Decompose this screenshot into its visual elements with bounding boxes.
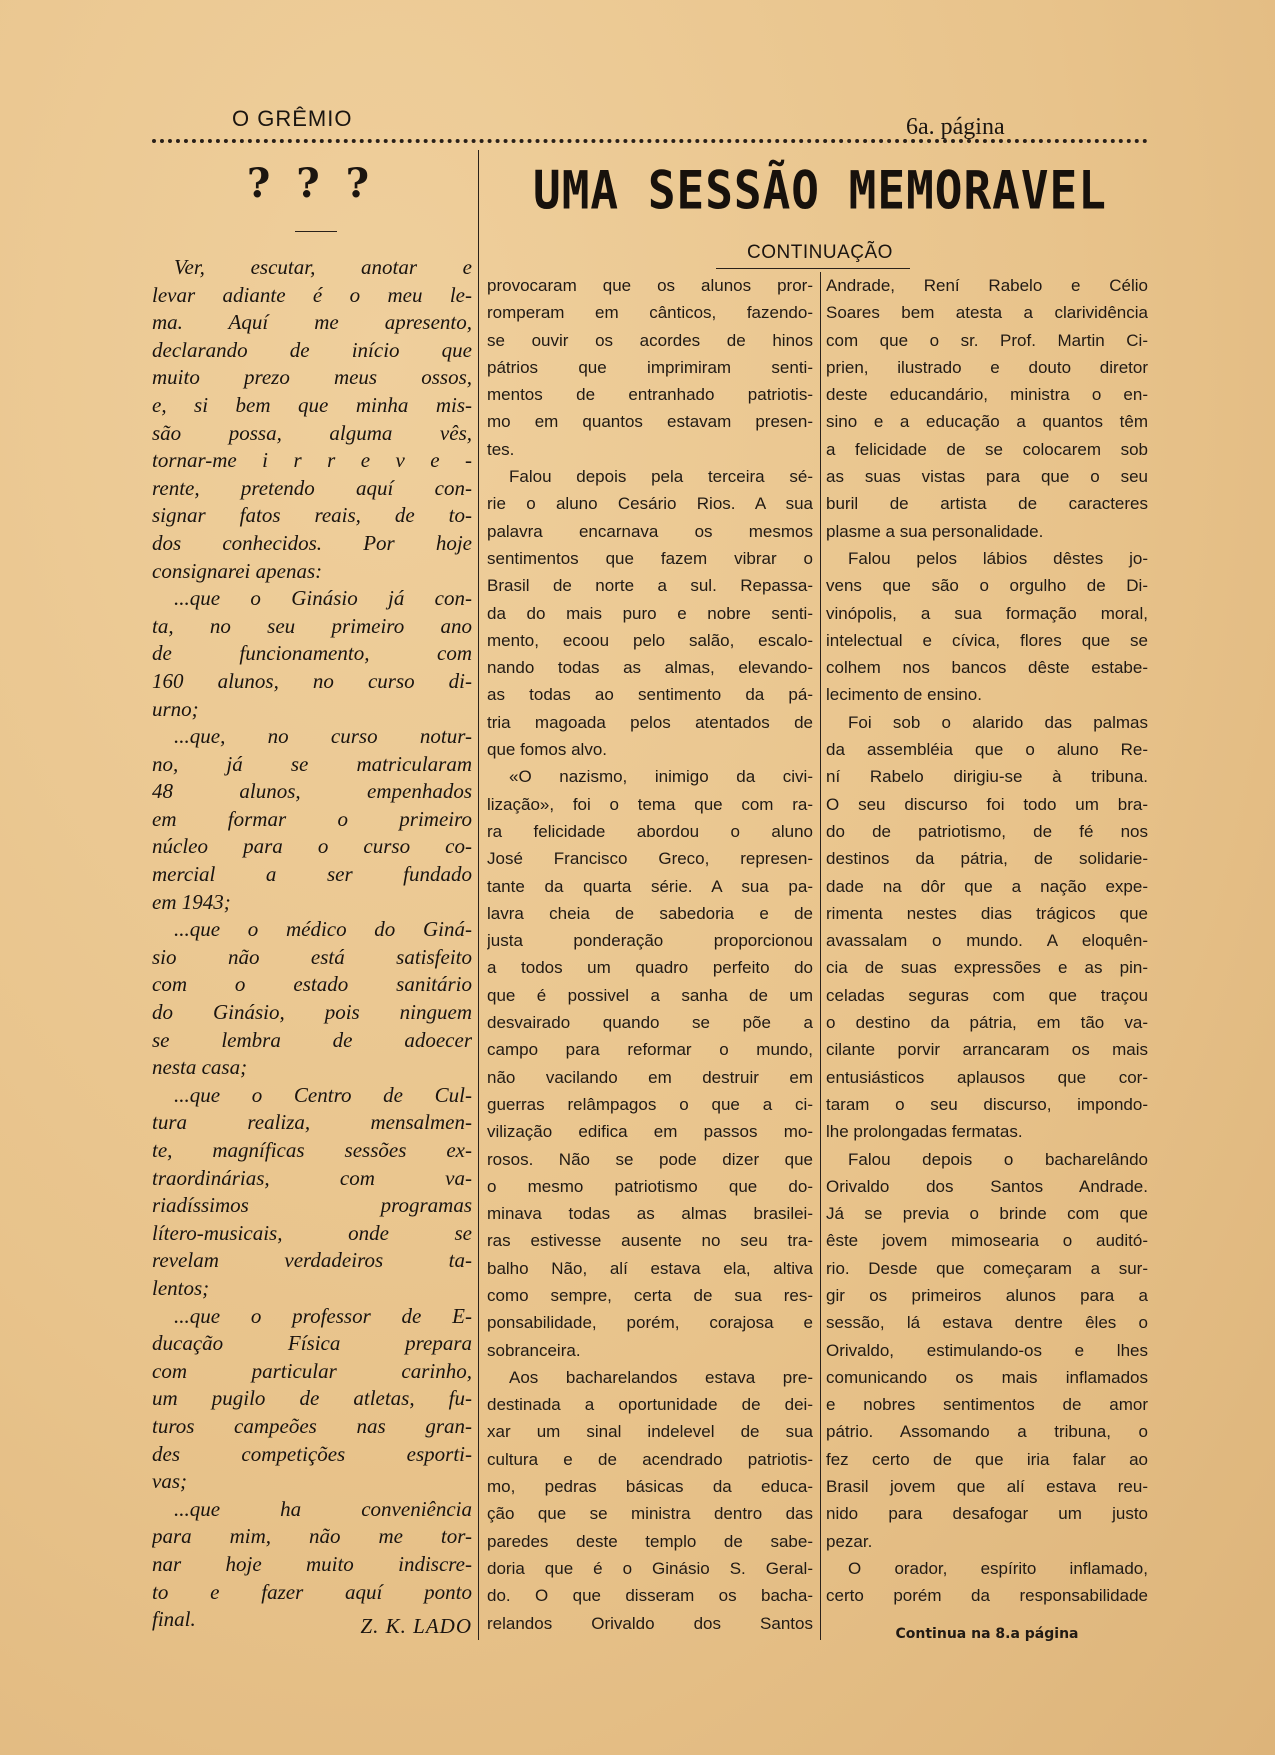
- text-line: turos campeões nas gran-: [152, 1413, 472, 1438]
- text-line: mo, pedras básicas da educa-: [487, 1477, 813, 1497]
- text-line: Andrade, Rení Rabelo e Célio: [826, 276, 1148, 295]
- text-line: ...que o professor de E-: [174, 1303, 472, 1328]
- text-line: riadíssimos programas: [152, 1193, 472, 1218]
- text-line: Aos bacharelandos estava pre-: [509, 1367, 813, 1387]
- paragraph: [826, 1146, 1148, 1555]
- text-line: dos conhecidos. Por hoje: [152, 530, 472, 555]
- text-line: em formar o primeiro: [152, 806, 472, 831]
- text-line: com particular carinho,: [152, 1358, 472, 1383]
- text-line: ní Rabelo dirigiu-se à tribuna.: [826, 767, 1148, 787]
- paragraph: [826, 709, 1148, 1146]
- text-line: mentos de entranhado patriotis-: [487, 385, 813, 405]
- left-article-body: [152, 254, 472, 1634]
- text-line: te, magníficas sessões ex-: [152, 1138, 472, 1162]
- left-article-title: ? ? ?: [246, 160, 376, 207]
- text-line: guerras relâmpagos o que a ci-: [487, 1094, 813, 1114]
- paragraph: [152, 1496, 472, 1634]
- text-line: lentos;: [152, 1275, 210, 1300]
- paragraph: [152, 1303, 472, 1496]
- text-line: e nobres sentimentos de amor: [826, 1395, 1148, 1415]
- text-line: Orivaldo dos Santos Andrade.: [826, 1176, 1148, 1196]
- text-line: ma. Aquí me apresento,: [152, 310, 472, 335]
- text-line: rimenta nestes dias trágicos que: [826, 903, 1148, 923]
- text-line: ...que o Ginásio já con-: [174, 586, 472, 611]
- text-line: vinópolis, a sua formação moral,: [826, 603, 1148, 623]
- text-line: do de patriotismo, de fé nos: [826, 821, 1148, 841]
- text-line: plasme a sua personalidade.: [826, 521, 1044, 541]
- text-line: revelam verdadeiros ta-: [152, 1248, 472, 1273]
- text-line: cia de suas expressões e as pin-: [826, 958, 1148, 978]
- text-line: o destino da pátria, em tão va-: [826, 1013, 1148, 1033]
- text-line: muito prezo meus ossos,: [152, 365, 472, 390]
- text-line: Falou pelos lábios dêstes jo-: [848, 548, 1148, 568]
- paragraph: [487, 272, 813, 463]
- text-line: mercial a ser fundado: [152, 862, 472, 887]
- paragraph: [487, 763, 813, 1364]
- paragraph: [152, 1082, 472, 1303]
- text-line: com o estado sanitário: [152, 972, 472, 997]
- text-line: des competições esporti-: [152, 1441, 472, 1466]
- text-line: como sempre, certa de sua res-: [487, 1285, 813, 1305]
- text-line: romperam em cânticos, fazendo-: [487, 303, 813, 323]
- text-line: sobranceira.: [487, 1340, 581, 1360]
- paragraph: [487, 463, 813, 763]
- text-line: do Ginásio, pois ninguem: [152, 1000, 472, 1025]
- newspaper-name: O GRÊMIO: [232, 106, 353, 131]
- text-line: 48 alunos, empenhados: [152, 779, 472, 804]
- text-line: avassalam o mundo. A eloquên-: [826, 931, 1148, 951]
- text-line: to e fazer aquí ponto: [152, 1579, 472, 1604]
- text-line: ção que se ministra dentro das: [487, 1504, 813, 1524]
- text-line: rie o aluno Cesário Rios. A sua: [487, 494, 813, 514]
- text-line: certo porém da responsabilidade: [826, 1586, 1148, 1606]
- text-line: entusiásticos aplausos que cor-: [826, 1067, 1148, 1087]
- text-line: destinos da pátria, de solidarie-: [826, 849, 1148, 869]
- text-line: desvairado quando se põe a: [487, 1013, 813, 1033]
- text-line: vilização edifica em passos mo-: [487, 1122, 813, 1142]
- text-line: pezar.: [826, 1531, 873, 1551]
- title-rule: [295, 231, 337, 232]
- text-line: ducação Física prepara: [152, 1331, 472, 1356]
- paragraph: [826, 272, 1148, 545]
- paragraph: [487, 1364, 813, 1637]
- text-line: Brasil de norte a sul. Repassa-: [487, 576, 813, 596]
- text-line: vens que são o orgulho de Di-: [826, 576, 1148, 596]
- text-line: se ouvir os acordes de hinos: [487, 330, 813, 350]
- text-line: da do mais puro e nobre senti-: [487, 603, 813, 623]
- text-line: Soares bem atesta a clarividência: [826, 303, 1148, 323]
- text-line: cultura e de acendrado patriotis-: [487, 1449, 813, 1469]
- text-line: ta, no seu primeiro ano: [152, 613, 472, 638]
- text-line: mo em quantos estavam presen-: [487, 412, 813, 432]
- text-line: final.: [152, 1607, 196, 1632]
- text-line: ponsabilidade, porém, corajosa e: [487, 1313, 813, 1333]
- text-line: tornar-me i r r e v e -: [152, 448, 472, 473]
- text-line: levar adiante é o meu le-: [152, 282, 472, 307]
- text-line: gir os primeiros alunos para a: [826, 1285, 1148, 1305]
- text-line: ...que o Centro de Cul-: [174, 1082, 472, 1107]
- page-number: 6a. página: [906, 114, 1005, 140]
- text-line: êste jovem mimosearia o auditó-: [826, 1231, 1148, 1251]
- text-line: O orador, espírito inflamado,: [848, 1558, 1148, 1578]
- paragraph: [152, 254, 472, 585]
- text-line: urno;: [152, 696, 199, 721]
- text-line: lização», foi o tema que com ra-: [487, 794, 813, 814]
- text-line: Foi sob o alarido das palmas: [848, 712, 1148, 732]
- text-line: da assembléia que o aluno Re-: [826, 740, 1148, 760]
- text-line: Ver, escutar, anotar e: [174, 255, 472, 279]
- text-line: provocaram que os alunos pror-: [487, 276, 813, 295]
- text-line: nido para desafogar um justo: [826, 1504, 1148, 1524]
- text-line: a felicidade de se colocarem sob: [826, 439, 1148, 459]
- text-line: declarando de início que: [152, 337, 472, 362]
- text-line: Falou depois o bacharelândo: [848, 1149, 1148, 1169]
- text-line: taram o seu discurso, impondo-: [826, 1094, 1148, 1114]
- text-line: no, já se matricularam: [152, 751, 472, 776]
- text-line: O seu discurso foi todo um bra-: [826, 794, 1148, 814]
- text-line: «O nazismo, inimigo da civi-: [509, 767, 813, 787]
- text-line: ...que, no curso notur-: [174, 724, 472, 749]
- text-line: buril de artista de caracteres: [826, 494, 1148, 514]
- text-line: a todos um quadro perfeito do: [487, 958, 813, 978]
- text-line: traordinárias, com va-: [152, 1165, 472, 1190]
- paragraph: [152, 723, 472, 916]
- text-line: pátrios que imprimiram senti-: [487, 357, 813, 377]
- text-line: paredes deste templo de sabe-: [487, 1531, 813, 1551]
- text-line: justa ponderação proporcionou: [487, 931, 813, 951]
- text-line: campo para reformar o mundo,: [487, 1040, 813, 1060]
- text-line: ra felicidade abordou o aluno: [487, 821, 813, 841]
- text-line: se lembra de adoecer: [152, 1027, 472, 1052]
- text-line: Falou depois pela terceira sé-: [509, 467, 813, 487]
- text-line: lítero-musicais, onde se: [152, 1220, 472, 1245]
- text-line: de funcionamento, com: [152, 641, 472, 666]
- text-line: as todas ao sentimento da pá-: [487, 685, 813, 705]
- text-line: Brasil jovem que alí estava reu-: [826, 1477, 1148, 1497]
- author-signature: Z. K. LADO: [360, 1614, 472, 1638]
- text-line: relandos Orivaldo dos Santos: [487, 1613, 813, 1633]
- text-line: lhe prolongadas fermatas.: [826, 1122, 1023, 1142]
- column-divider: [478, 150, 479, 1640]
- text-line: colhem nos bancos dêste estabe-: [826, 658, 1148, 678]
- text-line: em 1943;: [152, 889, 231, 914]
- text-line: nesta casa;: [152, 1055, 248, 1080]
- text-line: prien, ilustrado e douto diretor: [826, 357, 1148, 377]
- column-divider: [820, 272, 821, 1640]
- paragraph: [826, 1555, 1148, 1610]
- text-line: balho Não, alí estava ela, altiva: [487, 1258, 813, 1278]
- text-line: ...que ha conveniência: [174, 1496, 472, 1521]
- text-line: com que o sr. Prof. Martin Ci-: [826, 330, 1148, 350]
- text-line: pátrio. Assomando a tribuna, o: [826, 1422, 1148, 1442]
- text-line: deste educandário, ministra o en-: [826, 385, 1148, 405]
- text-line: mento, ecoou pelo salão, escalo-: [487, 630, 813, 650]
- text-line: para mim, não me tor-: [152, 1524, 472, 1549]
- text-line: doria que é o Ginásio S. Geral-: [487, 1558, 813, 1578]
- text-line: rio. Desde que começaram a sur-: [826, 1258, 1148, 1278]
- text-line: nar hoje muito indiscre-: [152, 1551, 472, 1576]
- text-line: lavra cheia de sabedoria e de: [487, 903, 813, 923]
- article-subtitle: CONTINUAÇÃO: [747, 242, 893, 263]
- text-line: o mesmo patriotismo que do-: [487, 1176, 813, 1196]
- text-line: palavra encarnava os mesmos: [487, 521, 813, 541]
- text-line: sio não está satisfeito: [152, 944, 472, 969]
- text-line: sessão, lá estava dentre êles o: [826, 1313, 1148, 1333]
- text-line: 160 alunos, no curso di-: [152, 668, 472, 693]
- text-line: que é possivel a sanha de um: [487, 985, 813, 1005]
- paragraph: [152, 916, 472, 1082]
- text-line: vas;: [152, 1469, 187, 1494]
- text-line: signar fatos reais, de to-: [152, 503, 472, 528]
- text-line: minava todas as almas brasilei-: [487, 1204, 813, 1224]
- text-line: não vacilando em destruir em: [487, 1067, 813, 1087]
- text-line: consignarei apenas:: [152, 558, 323, 583]
- paragraph: [152, 585, 472, 723]
- text-line: que fomos alvo.: [487, 740, 608, 760]
- text-line: as suas vistas para que o seu: [826, 467, 1148, 487]
- text-line: sino e a educação a quantos têm: [826, 412, 1148, 432]
- text-line: do. O que disseram os bacha-: [487, 1586, 813, 1606]
- text-line: ...que o médico do Giná-: [174, 917, 472, 942]
- text-line: Já se previa o brinde com que: [826, 1204, 1148, 1224]
- text-line: xar um sinal indelevel de sua: [487, 1422, 813, 1442]
- text-line: ras estivesse ausente no seu tra-: [487, 1231, 813, 1251]
- text-line: cilante porvir arrancaram os mais: [826, 1040, 1148, 1060]
- text-line: são possa, alguma vês,: [152, 420, 472, 445]
- text-line: um pugilo de atletas, fu-: [152, 1386, 472, 1411]
- text-line: destinada a oportunidade de dei-: [487, 1395, 813, 1415]
- continued-note: Continua na 8.a página: [895, 1626, 1079, 1642]
- text-line: dade na dôr que a nação expe-: [826, 876, 1148, 896]
- text-line: núcleo para o curso co-: [152, 834, 472, 859]
- text-line: fez certo de que iria falar ao: [826, 1449, 1148, 1469]
- text-line: e, si bem que minha mis-: [152, 392, 472, 417]
- article-headline: UMA SESSÃO MEMORAVEL: [533, 158, 1107, 222]
- text-line: tes.: [487, 439, 515, 459]
- text-line: intelectual e cívica, flores que se: [826, 630, 1148, 650]
- header-dotted-rule: [152, 139, 1148, 143]
- subtitle-rule: [716, 268, 910, 269]
- text-line: comunicando os mais inflamados: [826, 1367, 1148, 1387]
- text-line: celadas seguras com que traçou: [826, 985, 1148, 1005]
- text-line: rosos. Não se pode dizer que: [487, 1149, 813, 1169]
- article-column-middle: [487, 272, 813, 1637]
- text-line: nando todas as almas, elevando-: [487, 658, 813, 678]
- paragraph: [826, 545, 1148, 709]
- text-line: rente, pretendo aquí con-: [152, 475, 472, 500]
- text-line: tante da quarta série. A sua pa-: [487, 876, 813, 896]
- article-column-right: [826, 272, 1148, 1610]
- text-line: tria magoada pelos atentados de: [487, 712, 813, 732]
- text-line: José Francisco Greco, represen-: [487, 849, 813, 869]
- text-line: lecimento de ensino.: [826, 685, 982, 705]
- text-line: tura realiza, mensalmen-: [152, 1110, 472, 1135]
- text-line: sentimentos que fazem vibrar o: [487, 548, 813, 568]
- text-line: Orivaldo, estimulando-os e lhes: [826, 1340, 1148, 1360]
